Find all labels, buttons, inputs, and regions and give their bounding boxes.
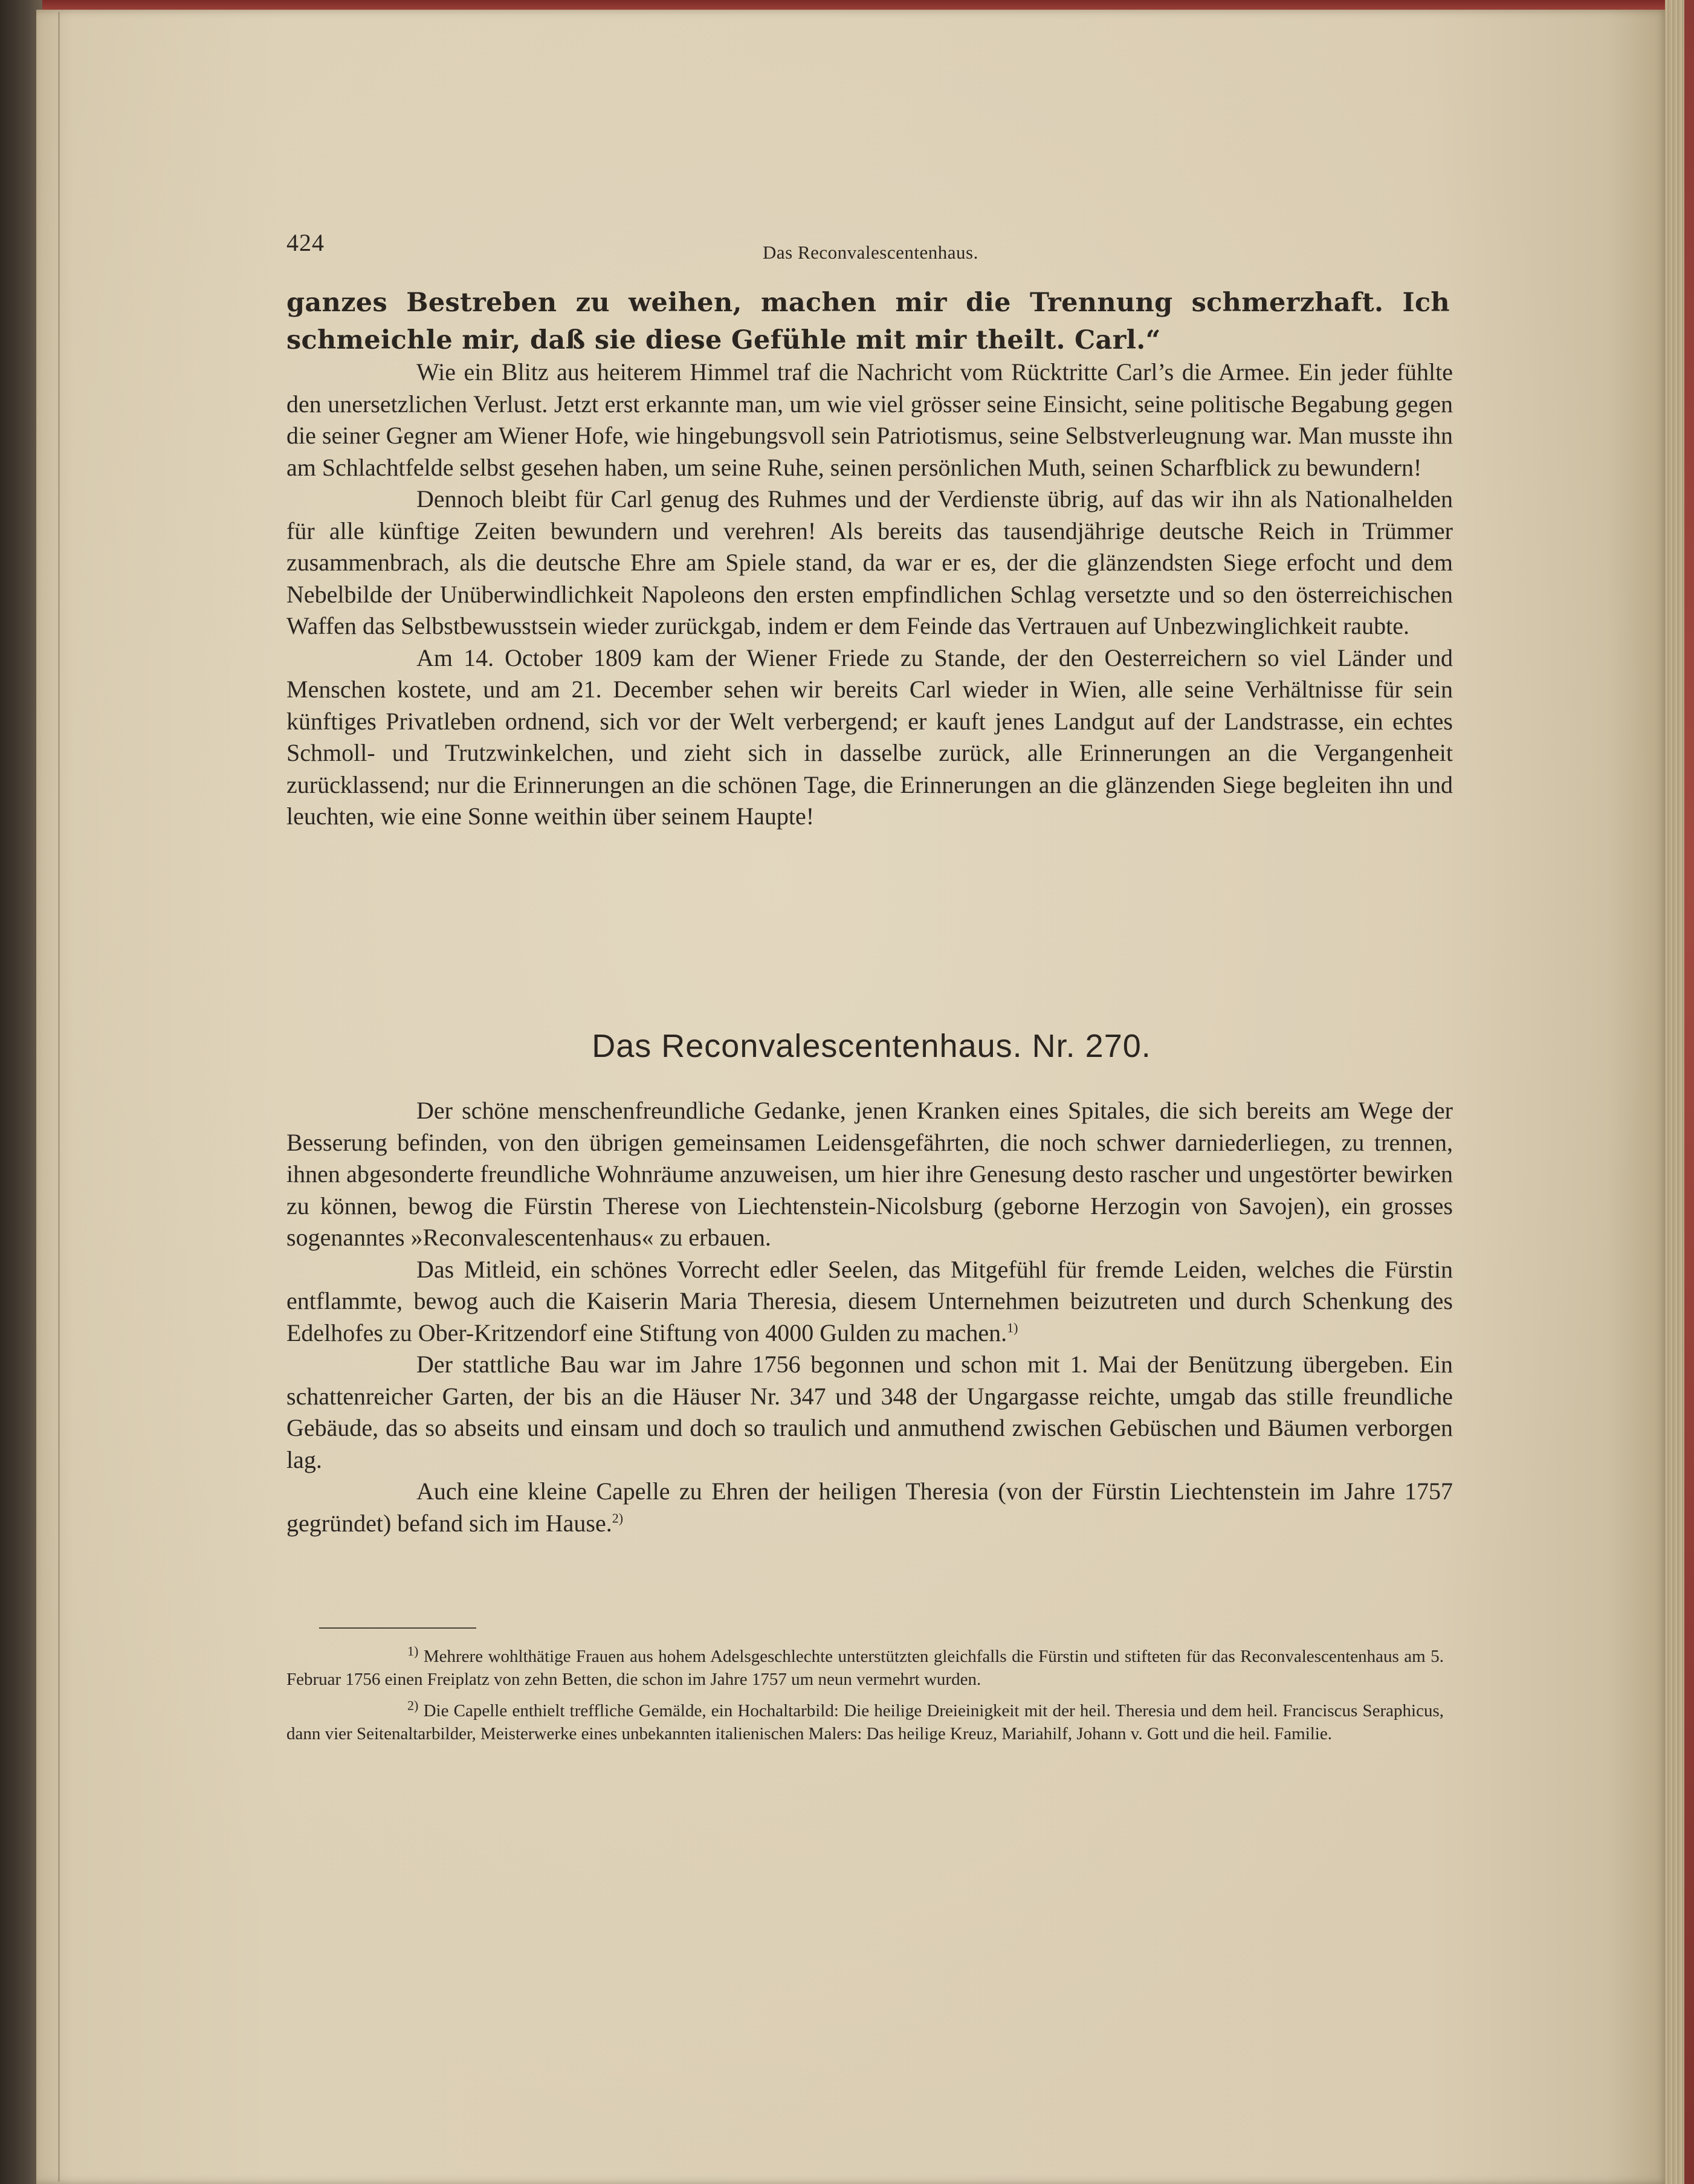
paragraph: Der stattliche Bau war im Jahre 1756 begonnen und schon mit 1. Mai der Benützung übergeben. Ein schattenreicher Garten, der bis an die Häuser Nr. 347 und 348 der Ungargasse reichte, umgab das stille freundliche Gebäude, das so abseits und einsam und doch so traulich und anmuthend zwischen Gebüschen und Bäumen verborgen lag. [286,1351,1453,1473]
footnote-text: Die Capelle enthielt treffliche Gemälde, ein Hochaltarbild: Die heilige Dreieinigkeit mit der heil. Theresia und dem heil. Franciscus Seraphicus, dann vier Seitenaltarbilder, Meisterwerke eines unbekannten italienischen Malers: Das heilige Kreuz, Mariahilf, Johann v. Gott und die heil. Familie. [286,1701,1444,1743]
section-reconvalescentenhaus [286,1095,1453,1539]
paragraph-text: Auch eine kleine Capelle zu Ehren der heiligen Theresia (von der Fürstin Liechtenstein im Jahre 1757 gegründet) befand sich im Hause. [286,1478,1453,1537]
footnotes [286,1645,1444,1754]
paragraph: Der schöne menschenfreundliche Gedanke, jenen Kranken eines Spitales, die sich bereits am Wege der Besserung befinden, von den übrigen gemeinsamen Leidensgefährten, die noch schwer darniederliegen, zu trennen, ihnen abgesonderte freundliche Wohnräume anzuweisen, um hier ihre Genesung desto rascher und ungestörter bewirken zu können, bewog die Fürstin Therese von Liechtenstein-Nicolsburg (geborne Herzogin von Savojen), ein grosses sogenanntes »Reconvalescentenhaus« zu erbauen. [286,1097,1453,1251]
book-cover-right-edge [1684,0,1694,2184]
footnote-text: Mehrere wohlthätige Frauen aus hohem Adelsgeschlechte unterstützten gleichfalls die Fürstin und stifteten für das Reconvalescentenhaus am 5. Februar 1756 einen Freiplatz von zehn Betten, die schon im Jahre 1757 um neun vermehrt wurden. [286,1647,1444,1689]
page-number: 424 [286,229,325,256]
footnote [286,1645,1444,1691]
footnote-reference: 2) [612,1510,624,1526]
footnote-reference: 1) [1007,1320,1018,1336]
paragraph-with-note [286,1254,1453,1349]
section-heading: Das Reconvalescentenhaus. Nr. 270. [592,1028,1151,1064]
paragraph-text: Das Mitleid, ein schönes Vorrecht edler Seelen, das Mitgefühl für fremde Leiden, welches die Fürstin entflammte, bewog auch die Kaiserin Maria Theresia, diesem Unternehmen beizutreten und durch Schenkung des Edelhofes zu Ober-Kritzendorf eine Stiftung von 4000 Gulden zu machen. [286,1255,1453,1346]
footnote-separator [319,1627,476,1629]
paragraph: Wie ein Blitz aus heiterem Himmel traf die Nachricht vom Rücktritte Carl’s die Armee. Ein jeder fühlte den unersetzlichen Verlust. Jetzt erst erkannte man, um wie viel grösser seine Einsicht, seine politische Begabung gegen die seiner Gegner am Wiener Hofe, wie hingebungsvoll sein Patriotismus, seine Selbstverleugnung war. Man musste ihn am Schlachtfelde selbst gesehen haben, um seine Ruhe, seinen persönlichen Muth, seinen Scharfblick zu bewundern! [286,358,1453,481]
page-gutter-shadow [58,12,60,2182]
paragraph: Dennoch bleibt für Carl genug des Ruhmes und der Verdienste übrig, auf das wir ihn als Nationalhelden für alle künftige Zeiten bewundern und verehren! Als bereits das tausendjährige deutsche Reich in Trümmer zusammenbrach, als die deutsche Ehre am Spiele stand, da war er es, der die glänzendsten Siege erfocht und dem Nebelbilde der Unüberwindlichkeit Napoleons den ersten empfindlichen Schlag versetzte und so den österreichischen Waffen das Selbstbewusstsein wieder zurückgab, indem er dem Feinde das Vertrauen auf Unbezwinglichkeit raubte. [286,485,1453,639]
footnote [286,1699,1444,1745]
running-head: Das Reconvalescentenhaus. [763,242,978,263]
section-karl-retirement [286,357,1453,833]
letter-closing-paragraph: ganzes Bestreben zu weihen, machen mir die Trennung schmerzhaft. Ich schmeichle mir, daß sie diese Gefühle mit mir theilt. Carl.“ [286,288,1450,355]
paragraph-with-note [286,1476,1453,1539]
paragraph: Am 14. October 1809 kam der Wiener Friede zu Stande, der den Oesterreichern so viel Länder und Menschen kostete, und am 21. December sehen wir bereits Carl wieder in Wien, alle seine Verhältnisse für sein künftiges Privatleben ordnend, sich vor der Welt verbergend; er kauft jenes Landgut auf der Landstrasse, ein echtes Schmoll- und Trutzwinkelchen, und zieht sich in dasselbe zurück, alle Erinnerungen an die Vergangenheit zurücklassend; nur die Erinnerungen an die schönen Tage, die Erinnerungen an die glänzenden Siege begleiten ihn und leuchten, wie eine Sonne weithin über seinem Haupte! [286,644,1453,830]
footnote-marker: 1) [407,1643,419,1659]
footnote-marker: 2) [407,1698,419,1713]
